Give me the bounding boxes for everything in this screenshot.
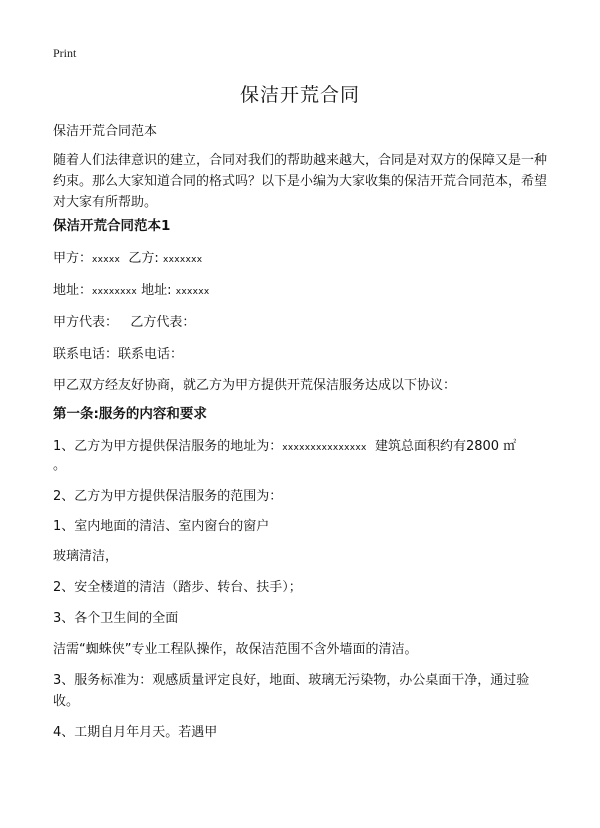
phone-line: 联系电话：联系电话：	[53, 347, 184, 362]
item-2-3: 3、各个卫生间的全面	[53, 611, 179, 626]
item-3: 3、服务标准为：观感质量评定良好，地面、玻璃无污染物，办公桌面干净，通过验收。	[53, 673, 530, 709]
item-2-2: 2、安全楼道的清洁（踏步、转台、扶手）；	[53, 580, 302, 595]
party-a-value: xxxxx	[92, 255, 121, 265]
address-b-label: 地址:	[141, 283, 172, 298]
agreement-line: 甲乙双方经友好协商，就乙方为甲方提供开荒保洁服务达成以下协议：	[53, 378, 457, 393]
party-b-value: xxxxxxx	[162, 255, 203, 265]
intro-paragraph: 随着人们法律意识的建立，合同对我们的帮助越来越大，合同是对双方的保障又是一种约束。那么大家知道合同的格式吗？以下是小编为大家收集的保洁开荒合同范本，希望对大家有所帮助。	[53, 153, 548, 210]
representative-line: 甲方代表： 乙方代表：	[53, 315, 196, 330]
item-1-end: 。	[53, 458, 67, 473]
item-2: 2、乙方为甲方提供保洁服务的范围为：	[53, 489, 283, 504]
item-4: 4、工期自月年月天。若遇甲	[53, 725, 218, 740]
address-a-value: xxxxxxxx	[92, 287, 138, 297]
subtitle: 保洁开荒合同范本	[53, 124, 158, 139]
party-b-label: 乙方:	[128, 251, 159, 266]
item-1-address: xxxxxxxxxxxxxxx	[282, 443, 367, 453]
item-2-1: 1、室内地面的清洁、室内窗台的窗户	[53, 519, 270, 534]
document-title: 保洁开荒合同	[239, 84, 360, 106]
address-line	[53, 280, 553, 303]
print-label[interactable]: Print	[53, 46, 77, 60]
party-a-label: 甲方：	[53, 251, 93, 266]
article-heading: 第一条:服务的内容和要求	[53, 406, 207, 422]
party-line	[53, 248, 553, 271]
item-1-prefix: 1、乙方为甲方提供保洁服务的地址为：	[53, 439, 283, 454]
item-2-1-cont: 玻璃清洁，	[53, 549, 119, 564]
item-2-3-cont: 洁需“蜘蛛侠”专业工程队操作，故保洁范围不含外墙面的清洁。	[53, 642, 418, 657]
section-heading: 保洁开荒合同范本1	[53, 218, 171, 234]
address-b-value: xxxxxx	[175, 287, 210, 297]
address-a-label: 地址：	[53, 283, 93, 298]
item-1-suffix: 建筑总面积约有2800 ㎡	[366, 439, 517, 454]
